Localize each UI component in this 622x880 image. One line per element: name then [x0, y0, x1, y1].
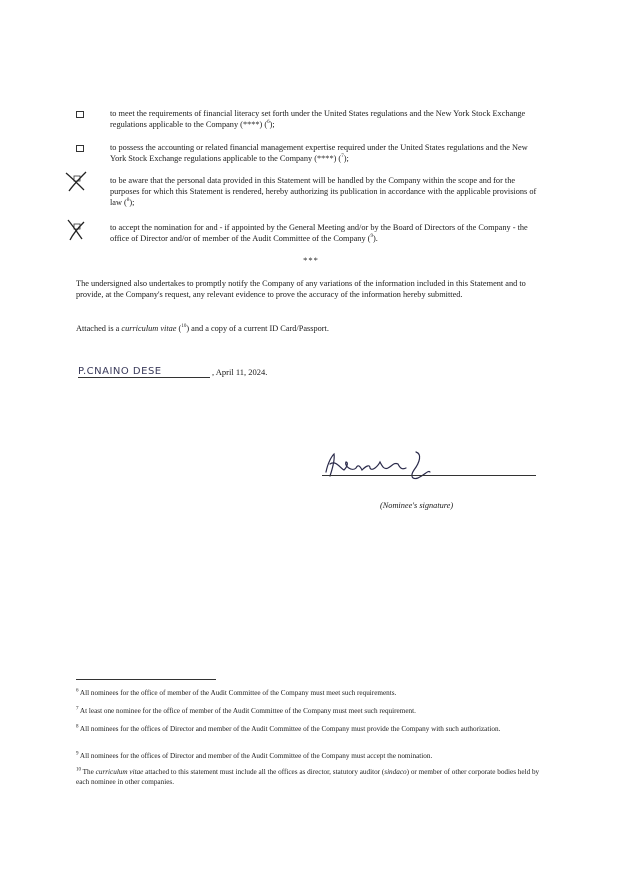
checkbox-financial-literacy[interactable] — [76, 111, 84, 118]
undertaking-paragraph: The undersigned also undertakes to promptly notify the Company of any variations of the information included in this Statement and to provide, at the Company's request, any relevant evidence to prove the accuracy of the information hereby submitted. — [76, 279, 526, 299]
signature-line — [322, 475, 536, 476]
checkbox-accept-nomination-checked-icon[interactable] — [62, 218, 90, 242]
footnote-7: $^7$ At least one nominee for the office of member of the Audit Committee of the Company must meet such requirement. — [76, 706, 416, 715]
date-text: , April 11, 2024. — [212, 367, 268, 377]
nominee-signature-image — [318, 448, 438, 482]
signature-label: (Nominee's signature) — [380, 501, 454, 510]
requirement-personal-data: to be aware that the personal data provided in this Statement will be handled by the Company within the scope and for the purposes for which this Statement is rendered, hereby authorizing its publication in accordance with the applicable provisions of law ($^8$); — [110, 176, 537, 207]
checkbox-accounting-expertise[interactable] — [76, 145, 84, 152]
footnote-6: $^6$ All nominees for the office of member of the Audit Committee of the Company must meet such requirements. — [76, 688, 397, 697]
requirement-financial-literacy: to meet the requirements of financial literacy set forth under the United States regulations and the New York Stock Exchange regulations applicable to the Company (****) ($^6$); — [110, 109, 526, 129]
footnote-9: $^9$ All nominees for the offices of Director and member of the Audit Committee of the Company must accept the nomination. — [76, 751, 433, 760]
checkbox-personal-data-checked-icon[interactable] — [62, 170, 90, 194]
place-handwritten: P.CNAINO DESE — [78, 366, 162, 377]
attachment-paragraph: Attached is a curriculum vitae ($^{10}$) and a copy of a current ID Card/Passport. — [76, 324, 329, 333]
footnote-10: $^{10}$ The curriculum vitae attached to this statement must include all the offices as director, statutory auditor (sindaco) or member of other corporate bodies held by each nominee in other companies. — [76, 767, 540, 786]
requirement-accept-nomination: to accept the nomination for and - if appointed by the General Meeting and/or by the Board of Directors of the Company - the office of Director and/or of member of the Audit Committee of the Company ($^9$). — [110, 223, 528, 243]
footnote-divider — [76, 679, 216, 680]
place-underline — [78, 377, 210, 378]
place-and-date — [78, 366, 268, 377]
requirement-accounting-expertise: to possess the accounting or related financial management expertise required under the United States regulations and the New York Stock Exchange regulations applicable to the Company (****) ($^7$); — [110, 143, 528, 163]
footnote-8: $^8$ All nominees for the offices of Director and member of the Audit Committee of the Company must provide the Company with such authorization. — [76, 724, 501, 733]
section-separator: *** — [303, 255, 319, 265]
